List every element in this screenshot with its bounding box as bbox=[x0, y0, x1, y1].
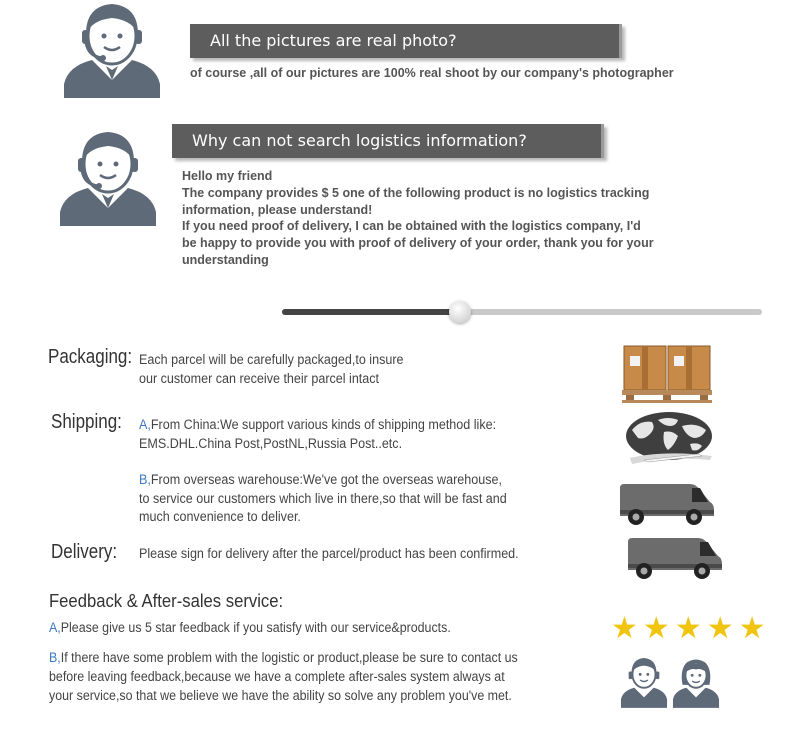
packaging-line: Each parcel will be carefully packaged,to insure bbox=[139, 352, 404, 367]
faq-question-text: All the pictures are real photo? bbox=[210, 31, 457, 50]
shipping-option-a bbox=[139, 416, 496, 453]
feedback-text: If there have some problem with the logistic or product,please be sure to contact us bbox=[60, 650, 518, 665]
option-label: A, bbox=[49, 620, 61, 635]
parcel-boxes-icon bbox=[622, 344, 714, 409]
feedback-option-b bbox=[49, 648, 518, 705]
faq-answer-line: Hello my friend bbox=[182, 169, 273, 183]
shipping-text: From overseas warehouse:We've got the overseas warehouse, bbox=[150, 472, 502, 487]
agent-avatar-icon bbox=[58, 128, 158, 226]
slider-fill bbox=[282, 309, 460, 315]
divider-slider[interactable] bbox=[282, 309, 762, 315]
faq-question-banner bbox=[190, 24, 622, 58]
star-icon: ★ bbox=[738, 612, 766, 645]
feedback-line bbox=[49, 648, 518, 667]
feedback-text: Please give us 5 star feedback if you satisfy with our service&products. bbox=[60, 620, 451, 635]
packaging-line: our customer can receive their parcel intact bbox=[139, 370, 380, 386]
star-icon: ★ bbox=[611, 612, 638, 645]
delivery-text: Please sign for delivery after the parcel/product has been confirmed. bbox=[139, 546, 519, 561]
shipping-text: From China:We support various kinds of shipping method like: bbox=[150, 417, 497, 432]
packaging-text bbox=[139, 351, 403, 388]
delivery-van-icon bbox=[624, 534, 724, 585]
shipping-line: EMS.DHL.China Post,PostNL,Russia Post..etc. bbox=[139, 435, 403, 451]
slider-knob[interactable] bbox=[449, 301, 471, 323]
support-agent-female-icon bbox=[672, 656, 720, 713]
feedback-option-a bbox=[49, 618, 451, 637]
delivery-van-icon bbox=[616, 480, 716, 531]
rating-stars bbox=[611, 614, 766, 644]
faq-answer-block bbox=[182, 168, 722, 269]
option-label: A, bbox=[139, 417, 151, 432]
shipping-option-b bbox=[139, 471, 507, 527]
shipping-line bbox=[139, 471, 507, 490]
faq-answer-line: understanding bbox=[182, 252, 269, 267]
faq-answer-text: of course ,all of our pictures are 100% real shoot by our company's photographer bbox=[190, 66, 674, 80]
packaging-title: Packaging: bbox=[48, 346, 133, 368]
agent-avatar-icon bbox=[62, 0, 162, 98]
star-icon: ★ bbox=[642, 612, 670, 645]
faq-answer-line: If you need proof of delivery, I can be obtained with the logistics company, I'd bbox=[182, 219, 641, 234]
option-label: B, bbox=[49, 650, 61, 665]
faq-question-banner bbox=[172, 124, 604, 158]
airplane-world-icon bbox=[624, 410, 714, 473]
feedback-line: before leaving feedback,because we have a complete after-sales system always at bbox=[49, 669, 505, 684]
shipping-line: to service our customers which live in there,so that will be fast and bbox=[139, 490, 507, 506]
support-agent-male-icon bbox=[620, 656, 668, 713]
star-icon: ★ bbox=[674, 612, 702, 645]
shipping-title: Shipping: bbox=[51, 411, 122, 433]
faq-answer-line: be happy to provide you with proof of delivery of your order, thank you for your bbox=[182, 236, 654, 251]
faq-answer-line: The company provides $ 5 one of the following product is no logistics tracking bbox=[182, 185, 650, 200]
star-icon: ★ bbox=[706, 612, 734, 645]
feedback-title: Feedback & After-sales service: bbox=[49, 590, 284, 611]
feedback-line: your service,so that we believe we have the ability so solve any problem you've met. bbox=[49, 688, 512, 703]
faq-question-text: Why can not search logistics information? bbox=[192, 131, 527, 150]
shipping-line: much convenience to deliver. bbox=[139, 509, 301, 524]
faq-answer-line: information, please understand! bbox=[182, 202, 373, 217]
option-label: B, bbox=[139, 472, 151, 487]
shipping-line bbox=[139, 416, 496, 435]
delivery-title: Delivery: bbox=[51, 541, 118, 563]
